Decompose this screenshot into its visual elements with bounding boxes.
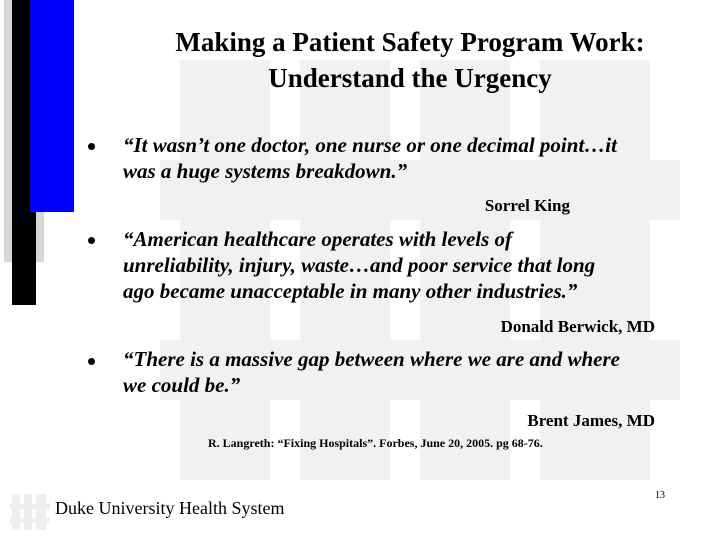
quote-2-line-3: ago became unacceptable in many other industries.”: [123, 279, 578, 303]
quote-3-author: Brent James, MD: [527, 411, 655, 430]
decorative-bar-blue: [30, 0, 74, 212]
quote-2-line-1: “American healthcare operates with levels of: [123, 227, 513, 251]
quote-2-author: Donald Berwick, MD: [500, 317, 655, 336]
citation: R. Langreth: “Fixing Hospitals”. Forbes, June 20, 2005. pg 68-76.: [208, 436, 543, 450]
quote-1-author: Sorrel King: [484, 196, 570, 215]
bullet-dot-icon: [88, 349, 110, 371]
footer-organization: Duke University Health System: [55, 498, 285, 518]
quote-2: [123, 226, 703, 304]
quote-1-line-1: “It wasn’t one doctor, one nurse or one decimal point…it: [123, 133, 617, 157]
quote-1: [123, 132, 703, 184]
quote-1-line-2: was a huge systems breakdown.”: [123, 159, 408, 183]
quote-2-line-2: unreliability, injury, waste…and poor service that long: [123, 253, 596, 277]
bullet-dot-icon: [88, 134, 110, 156]
title-line-2: Understand the Urgency: [268, 63, 552, 93]
page-number: 13: [655, 490, 665, 501]
duke-corner-logo-icon: [8, 490, 52, 534]
bullet-dot-icon: [88, 228, 110, 250]
title-line-1: Making a Patient Safety Program Work:: [175, 27, 645, 57]
quote-3-line-1: “There is a massive gap between where we are and where: [123, 347, 620, 371]
quote-3: [123, 346, 703, 398]
quote-3-line-2: we could be.”: [123, 373, 241, 397]
slide-title: [120, 24, 700, 96]
